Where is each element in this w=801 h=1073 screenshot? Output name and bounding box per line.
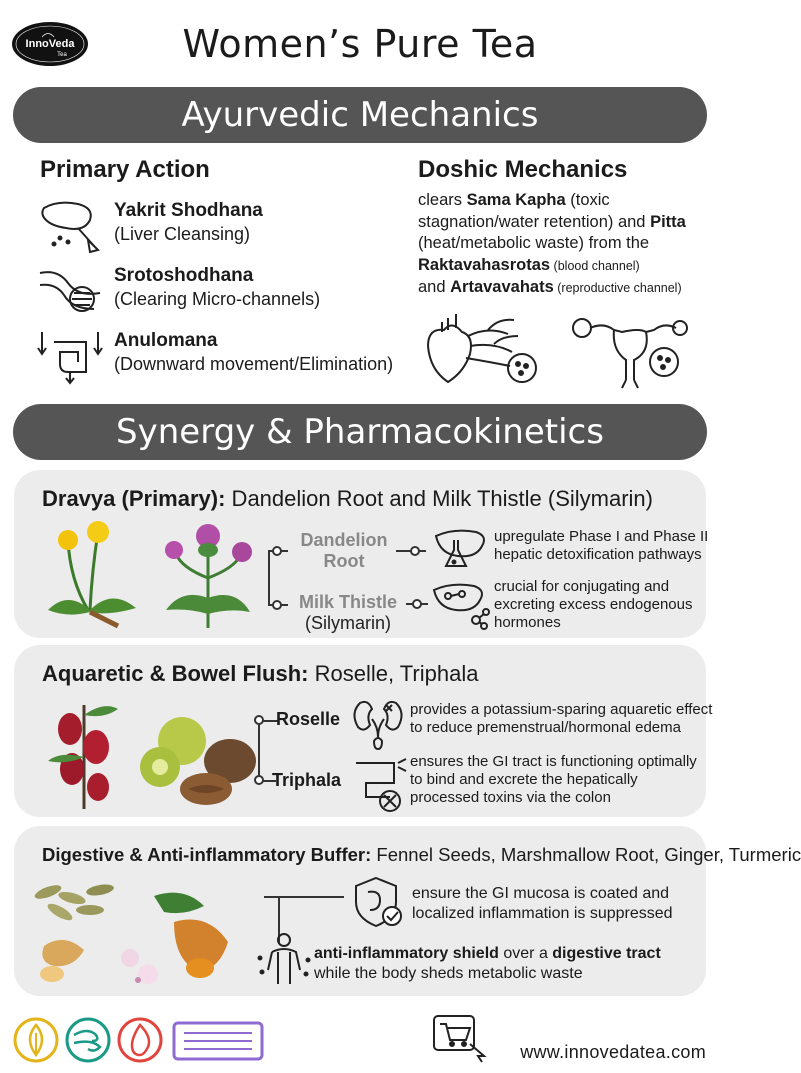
mucosa-effect: ensure the GI mucosa is coated and localized inflammation is suppressed	[412, 885, 673, 922]
action-desc: (Liver Cleansing)	[114, 224, 251, 244]
synergy-banner: Synergy & Pharmacokinetics	[13, 404, 707, 460]
action-yakrit-shodhana	[38, 198, 418, 254]
roselle-effect: provides a potassium-sparing aquaretic effect to reduce premenstrual/hormonal edema	[410, 701, 713, 736]
triphala-illustration	[132, 711, 264, 811]
intestine-arrows-icon	[38, 328, 102, 384]
website-link[interactable]: www.innovedatea.com	[520, 1042, 706, 1062]
footer-icons	[12, 1015, 272, 1065]
shield-effect: anti-inflammatory shield over a digestive tract while the body sheds metabolic waste	[314, 945, 661, 982]
doshic-mechanics-text: clears Sama Kapha (toxic stagnation/water retention) and Pitta (heat/metabolic waste) from the Raktavahasrotas (blood channel) and Artavavahats (reproductive channel)	[418, 191, 686, 296]
body-glow-icon	[254, 930, 314, 990]
ayurvedic-mechanics-banner: Ayurvedic Mechanics	[13, 87, 707, 143]
milk-thistle-illustration	[152, 518, 262, 630]
dandelion-effect: upregulate Phase I and Phase II hepatic detoxification pathways	[494, 528, 709, 563]
roselle-illustration	[34, 695, 134, 811]
channels-icon	[38, 263, 102, 319]
action-anulomana	[38, 328, 418, 384]
fire-dosha-icon	[119, 1019, 161, 1061]
heart-vessels-icon	[418, 306, 548, 388]
cart-icon[interactable]	[432, 1014, 486, 1062]
action-desc: (Downward movement/Elimination)	[114, 354, 394, 374]
doshic-mechanics-heading: Doshic Mechanics	[418, 156, 628, 183]
node-dandelion-root: Dandelion Root	[300, 530, 388, 571]
action-name: Yakrit Shodhana	[114, 200, 263, 221]
aquaretic-title: Aquaretic & Bowel Flush: Roselle, Triphala	[42, 661, 479, 686]
digestive-title: Digestive & Anti-inflammatory Buffer: Fennel Seeds, Marshmallow Root, Ginger, Turmeric	[42, 844, 801, 865]
action-srotoshodhana	[38, 263, 418, 319]
primary-action-heading: Primary Action	[40, 156, 210, 183]
colon-icon	[350, 757, 408, 815]
aquaretic-section	[14, 645, 713, 817]
action-name: Srotoshodhana	[114, 265, 254, 286]
svg-text:InnoVeda: InnoVeda	[25, 38, 75, 50]
uterus-icon	[568, 310, 708, 390]
action-name: Anulomana	[114, 330, 218, 351]
spices-illustration	[24, 876, 238, 992]
earth-dosha-icon	[15, 1019, 57, 1061]
node-roselle: Roselle	[276, 709, 341, 729]
page-title: Women’s Pure Tea	[182, 22, 538, 66]
liver-broom-icon	[38, 198, 102, 254]
dravya-section	[14, 470, 709, 638]
svg-text:Tea: Tea	[57, 52, 67, 58]
digestive-section	[14, 826, 801, 996]
triphala-effect: ensures the GI tract is functioning optimally to bind and excrete the hepatically processed toxins via the colon	[410, 753, 697, 806]
action-desc: (Clearing Micro-channels)	[114, 289, 321, 309]
air-dosha-icon	[67, 1019, 109, 1061]
liver-molecule-icon	[430, 580, 490, 630]
shield-stomach-icon	[350, 874, 406, 930]
milk-thistle-effect: crucial for conjugating and excreting excess endogenous hormones	[494, 578, 693, 631]
liver-flask-icon	[432, 526, 488, 574]
node-triphala: Triphala	[272, 770, 342, 790]
scroll-icon	[174, 1023, 262, 1059]
dravya-title: Dravya (Primary): Dandelion Root and Milk Thistle (Silymarin)	[42, 486, 653, 511]
kidney-icon	[350, 697, 406, 751]
dandelion-illustration	[28, 520, 158, 630]
node-milk-thistle: Milk Thistle (Silymarin)	[298, 592, 397, 633]
